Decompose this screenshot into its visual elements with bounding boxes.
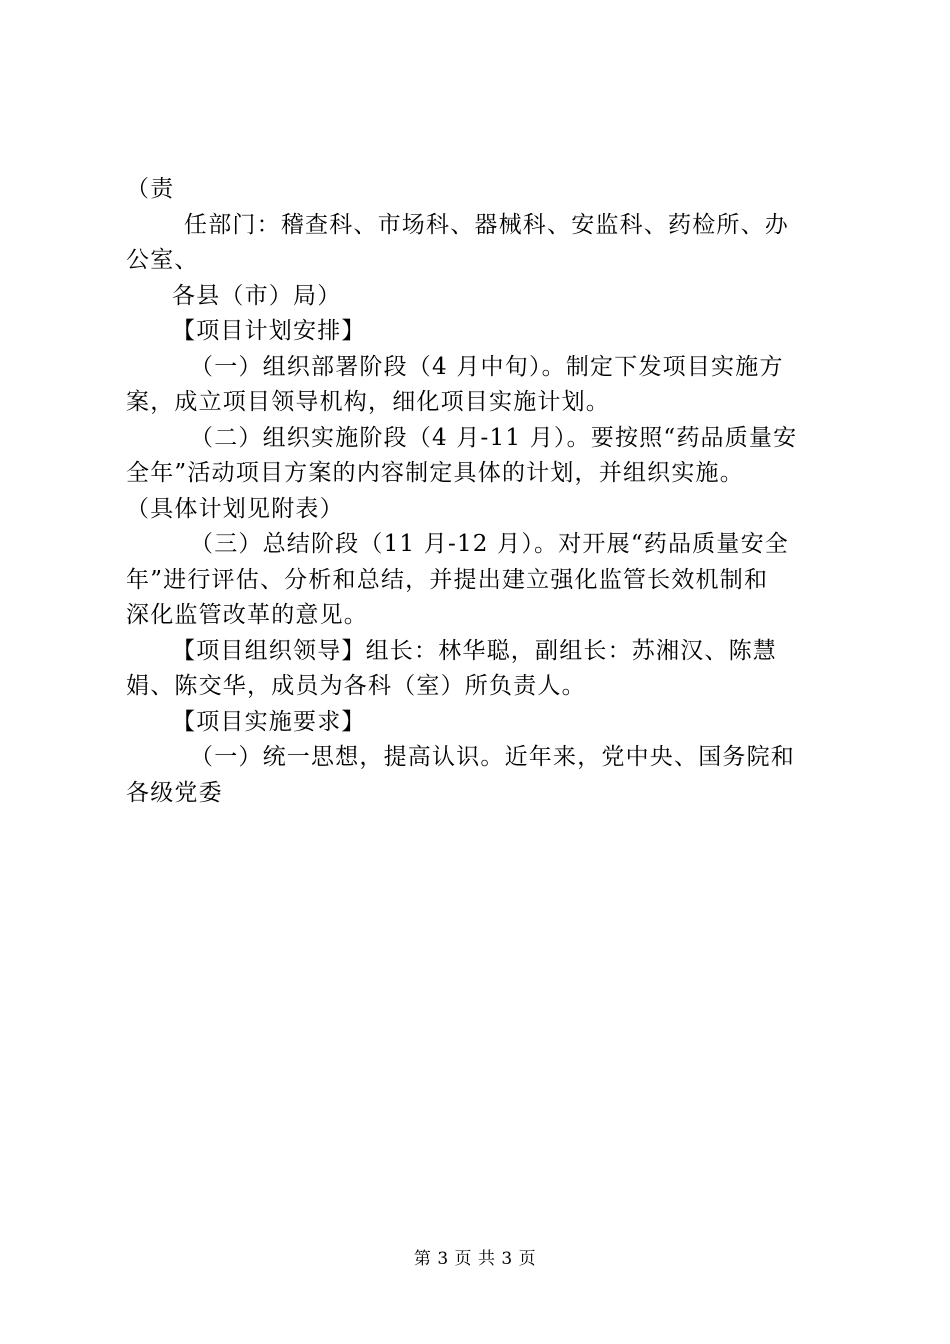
text-line: 全年”活动项目方案的内容制定具体的计划，并组织实施。 [126,460,744,486]
section-heading: 【项目计划安排】 [172,318,366,344]
text-line: 娟、陈交华，成员为各科（室）所负责人。 [126,673,586,699]
text-line: 年”进行评估、分析和总结，并提出建立强化监管长效机制和 [126,566,769,593]
text-line: （责 [126,176,175,202]
text-line: （一）组织部署阶段（4 月中旬）。制定下发项目实施方 [190,353,784,380]
text-line: 任部门：稽查科、市场科、器械科、安监科、药检所、办 [184,211,789,238]
text-line: （二）组织实施阶段（4 月-11 月）。要按照“药品质量安 [190,424,798,451]
section-heading: 【项目实施要求】 [172,708,366,735]
text-line: （一）统一思想，提高认识。近年来，党中央、国务院和 [190,744,795,770]
section-heading: 【项目组织领导】组长：林华聪，副组长：苏湘汉、陈慧 [172,637,777,664]
text-line: 各县（市）局） [172,282,342,309]
text-line: 各级党委 [126,779,223,806]
text-line: 案，成立项目领导机构，细化项目实施计划。 [126,389,610,415]
document-body [126,172,830,811]
page-footer: 第 3 页 共 3 页 [413,1249,537,1269]
text-line: （具体计划见附表） [126,495,344,522]
text-line: （三）总结阶段（11 月-12 月）。对开展“药品质量安全 [190,531,789,557]
text-line: 公室、 [126,247,199,273]
text-line: 深化监管改革的意见。 [126,602,368,628]
